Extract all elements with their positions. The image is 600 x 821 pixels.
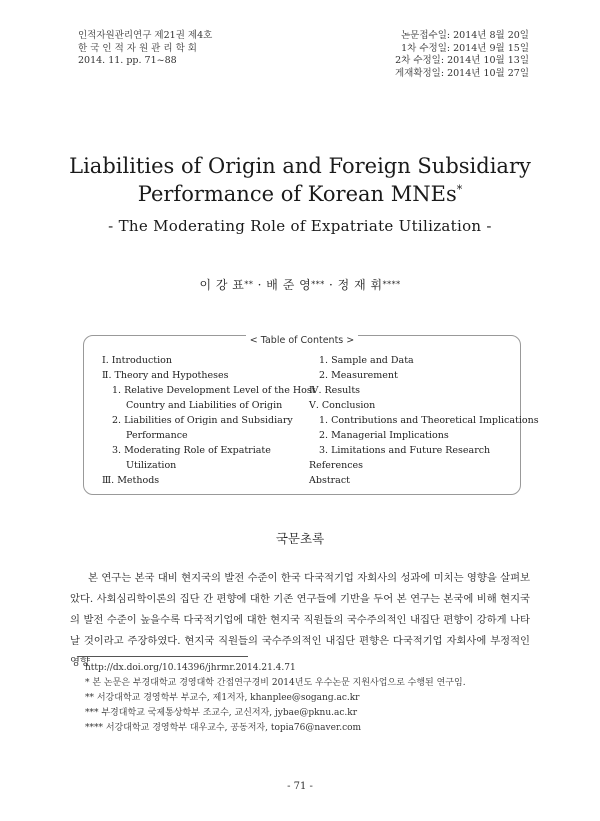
toc-entry: 3. Moderating Role of Expatriate: [112, 445, 271, 456]
footnotes: [85, 661, 466, 736]
author-separator: ·: [324, 278, 338, 292]
received-date: 논문접수일: 2014년 8월 20일: [401, 30, 529, 41]
toc-entry: 2. Measurement: [319, 370, 398, 381]
toc-entry: 1. Contributions and Theoretical Implications: [319, 415, 539, 426]
abstract-heading: 국문초록: [275, 531, 325, 546]
toc-entry: Ⅲ. Methods: [102, 475, 160, 486]
toc-entry: 2. Managerial Implications: [319, 430, 449, 441]
toc-caption: < Table of Contents >: [246, 335, 358, 346]
author-1-mark: **: [244, 280, 254, 289]
title-footnote-mark: *: [456, 183, 463, 196]
review-dates: [395, 30, 529, 80]
toc-entry: Performance: [126, 430, 188, 441]
footnote-item: * 본 논문은 부경대학교 경영대학 간접연구경비 2014년도 우수논문 지원사업으로 수행된 연구임.: [85, 678, 466, 688]
footnote-rule: [78, 656, 248, 657]
author-3: 정 재 휘: [337, 278, 383, 292]
toc-entry: Ⅰ. Introduction: [102, 355, 172, 366]
toc-entry: 3. Limitations and Future Research: [319, 445, 491, 456]
revision2-date: 2차 수정일: 2014년 10월 13일: [395, 55, 529, 66]
toc-entry: 2. Liabilities of Origin and Subsidiary: [112, 415, 293, 426]
toc-entry: Ⅳ. Results: [309, 385, 361, 396]
journal-header: [78, 30, 212, 68]
toc-entry: Country and Liabilities of Origin: [126, 400, 283, 411]
title-line-2: Performance of Korean MNEs*: [137, 182, 463, 206]
paper-title: [0, 152, 600, 208]
footnote-item: *** 부경대학교 국제통상학부 조교수, 교신저자, jybae@pknu.ac.kr: [85, 708, 358, 718]
title-line-1: Liabilities of Origin and Foreign Subsidiary: [69, 154, 531, 178]
accepted-date: 게재확정일: 2014년 10월 27일: [394, 67, 529, 79]
revision1-date: 1차 수정일: 2014년 9월 15일: [401, 42, 529, 54]
journal-name: 인적자원관리연구 제21권 제4호: [78, 30, 213, 41]
toc-entry: References: [309, 460, 364, 471]
society-name: 한 국 인 적 자 원 관 리 학 회: [78, 42, 197, 54]
doi-link[interactable]: http://dx.doi.org/10.14396/jhrmr.2014.21.4.71: [85, 663, 296, 673]
toc-entry: Abstract: [309, 475, 350, 486]
toc-entry: Ⅴ. Conclusion: [309, 400, 376, 411]
footnote-item: **** 서강대학교 경영학부 대우교수, 공동저자, topia76@naver.com: [85, 723, 362, 733]
author-2-mark: ***: [311, 280, 325, 289]
page-number: - 71 -: [287, 781, 313, 792]
issue-pages: 2014. 11. pp. 71~88: [78, 55, 177, 66]
toc-entry: 1. Sample and Data: [319, 355, 414, 366]
author-separator: ·: [253, 278, 267, 292]
toc-right-column: [309, 353, 539, 488]
footnote-item: ** 서강대학교 경영학부 부교수, 제1저자, khanplee@sogang.ac.kr: [85, 693, 360, 703]
author-1: 이 강 표: [199, 278, 245, 292]
abstract-text: 본 연구는 본국 대비 현지국의 발전 수준이 한국 다국적기업 자회사의 성과에 미치는 영향을 살펴보았다. 사회심리학이론의 집단 간 편향에 대한 기존 연구들에 기반을 두어 본 연구는 본국에 비해 현지국의 발전 수준이 높을수록 다국적기업에 대한 현지국 직원들의 국수주의적인 내집단 편향이 강하게 나타날 것이라고 주장하였다. 현지국 직원들의 국수주의적인 내집단 편향은 다국적기업 자회사에 부정적인 영향: [70, 572, 530, 668]
toc-entry: Utilization: [126, 460, 177, 471]
toc-entry: 1. Relative Development Level of the Host: [112, 385, 316, 396]
toc-left-column: [102, 353, 316, 488]
toc-entry: Ⅱ. Theory and Hypotheses: [102, 370, 229, 381]
paper-subtitle: - The Moderating Role of Expatriate Utilization -: [108, 217, 492, 235]
author-2: 배 준 영: [266, 278, 312, 292]
author-3-mark: ****: [382, 280, 401, 289]
table-of-contents: [83, 335, 539, 495]
author-line: [0, 276, 600, 293]
